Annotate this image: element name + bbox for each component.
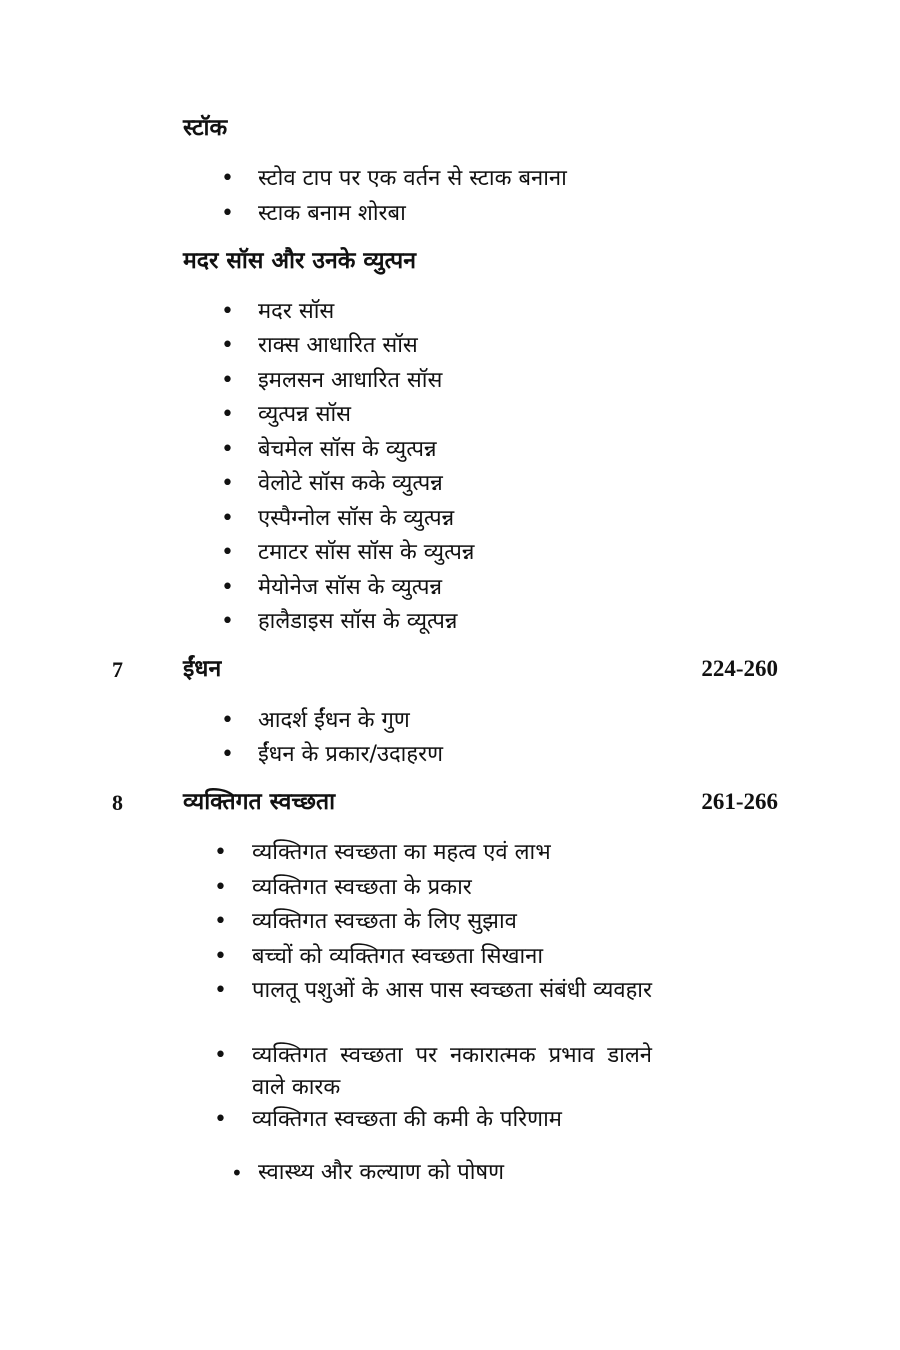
bullet-icon: • <box>221 609 234 634</box>
bullet-icon: • <box>221 368 234 393</box>
bullet-icon: • <box>214 1107 227 1132</box>
bullet-icon: • <box>221 166 234 191</box>
bullet-icon: • <box>221 540 234 565</box>
bullet-icon: • <box>221 437 234 462</box>
page-range: 261-266 <box>701 789 778 814</box>
chapter-number: 8 <box>112 790 123 815</box>
chapter-title-hygiene: व्यक्तिगत स्वच्छता <box>183 789 336 815</box>
list-item: बच्चों को व्यक्तिगत स्वच्छता सिखाना <box>252 944 544 969</box>
list-item: स्वास्थ्य और कल्याण को पोषण <box>258 1160 505 1185</box>
bullet-icon: • <box>214 1043 227 1068</box>
list-item: हालैडाइस सॉस के व्यूत्पन्न <box>258 609 458 634</box>
list-item: वेलोटे सॉस कके व्युत्पन्न <box>258 471 443 496</box>
bullet-icon: • <box>221 201 234 226</box>
bullet-icon: • <box>214 944 227 969</box>
page-range: 224-260 <box>701 656 778 681</box>
bullet-icon: • <box>221 506 234 531</box>
list-item: पालतू पशुओं के आस पास स्वच्छता संबंधी व्यवहार <box>252 978 652 1003</box>
section-heading-stock: स्टॉक <box>183 115 228 141</box>
section-heading-mother-sauce: मदर सॉस और उनके व्युत्पन <box>183 248 416 274</box>
bullet-icon: • <box>221 471 234 496</box>
list-item: मदर सॉस <box>258 299 335 324</box>
bullet-icon: • <box>221 333 234 358</box>
list-item: आदर्श ईंधन के गुण <box>258 708 410 733</box>
list-item: व्युत्पन्न सॉस <box>258 402 352 427</box>
bullet-icon: • <box>221 299 234 324</box>
bullet-icon: • <box>214 978 227 1003</box>
list-item: व्यक्तिगत स्वच्छता के लिए सुझाव <box>252 909 517 934</box>
bullet-icon: • <box>214 875 227 900</box>
bullet-icon: • <box>221 575 234 600</box>
list-item: एस्पैग्नोल सॉस के व्युत्पन्न <box>258 506 455 531</box>
list-item: स्टोव टाप पर एक वर्तन से स्टाक बनाना <box>258 166 567 191</box>
list-item: बेचमेल सॉस के व्युत्पन्न <box>258 437 437 462</box>
list-item: व्यक्तिगत स्वच्छता पर नकारात्मक प्रभाव डालने वाले कारक <box>252 1043 652 1100</box>
list-item: व्यक्तिगत स्वच्छता का महत्व एवं लाभ <box>252 840 551 865</box>
list-item: व्यक्तिगत स्वच्छता के प्रकार <box>252 875 472 900</box>
bullet-icon: • <box>231 1161 243 1185</box>
list-item: मेयोनेज सॉस के व्युत्पन्न <box>258 575 443 600</box>
list-item: इमलसन आधारित सॉस <box>258 368 443 393</box>
bullet-icon: • <box>214 909 227 934</box>
list-item: टमाटर सॉस सॉस के व्युत्पन्न <box>258 540 475 565</box>
chapter-number: 7 <box>112 657 123 682</box>
bullet-icon: • <box>221 708 234 733</box>
bullet-icon: • <box>221 402 234 427</box>
chapter-title-fuel: ईंधन <box>183 656 222 682</box>
list-item: राक्स आधारित सॉस <box>258 333 418 358</box>
list-item: व्यक्तिगत स्वच्छता की कमी के परिणाम <box>252 1107 562 1132</box>
list-item: ईंधन के प्रकार/उदाहरण <box>258 742 443 767</box>
bullet-icon: • <box>214 840 227 865</box>
list-item: स्टाक बनाम शोरबा <box>258 201 406 226</box>
bullet-icon: • <box>221 742 234 767</box>
